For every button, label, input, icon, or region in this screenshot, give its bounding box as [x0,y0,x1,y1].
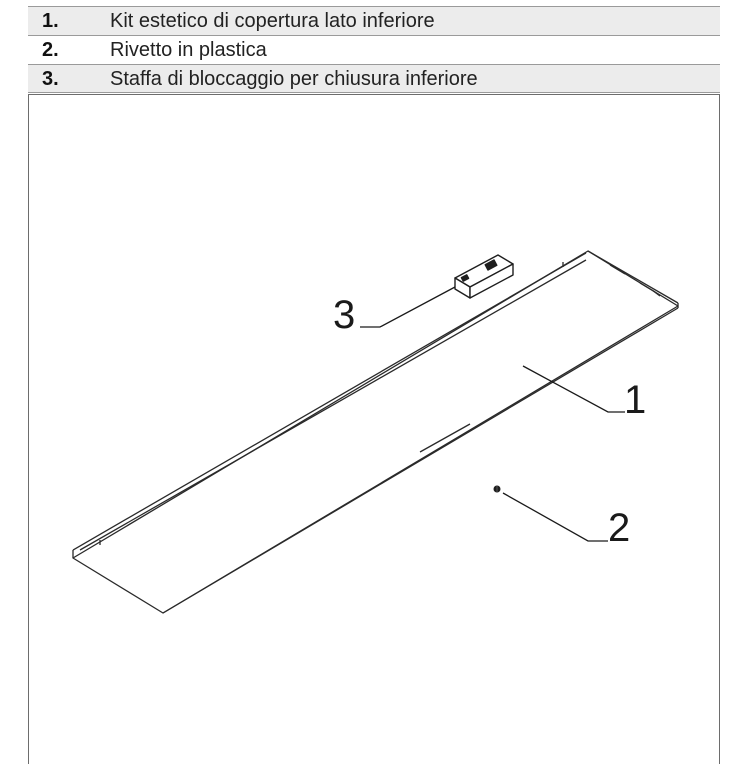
cover-panel [73,251,678,613]
callout-label-3: 3 [333,293,356,337]
callout-label-1: 1 [624,378,647,422]
part-description-2: Rivetto in plastica [110,39,267,61]
part-number-3: 3. [42,68,59,90]
part-description-1: Kit estetico di copertura lato inferiore [110,10,435,32]
locking-bracket [455,255,513,298]
part-number-2: 2. [42,39,59,61]
callout-label-2: 2 [608,506,631,550]
plastic-rivet [494,486,501,493]
part-number-1: 1. [42,10,59,32]
part-description-3: Staffa di bloccaggio per chiusura inferiore [110,68,478,90]
